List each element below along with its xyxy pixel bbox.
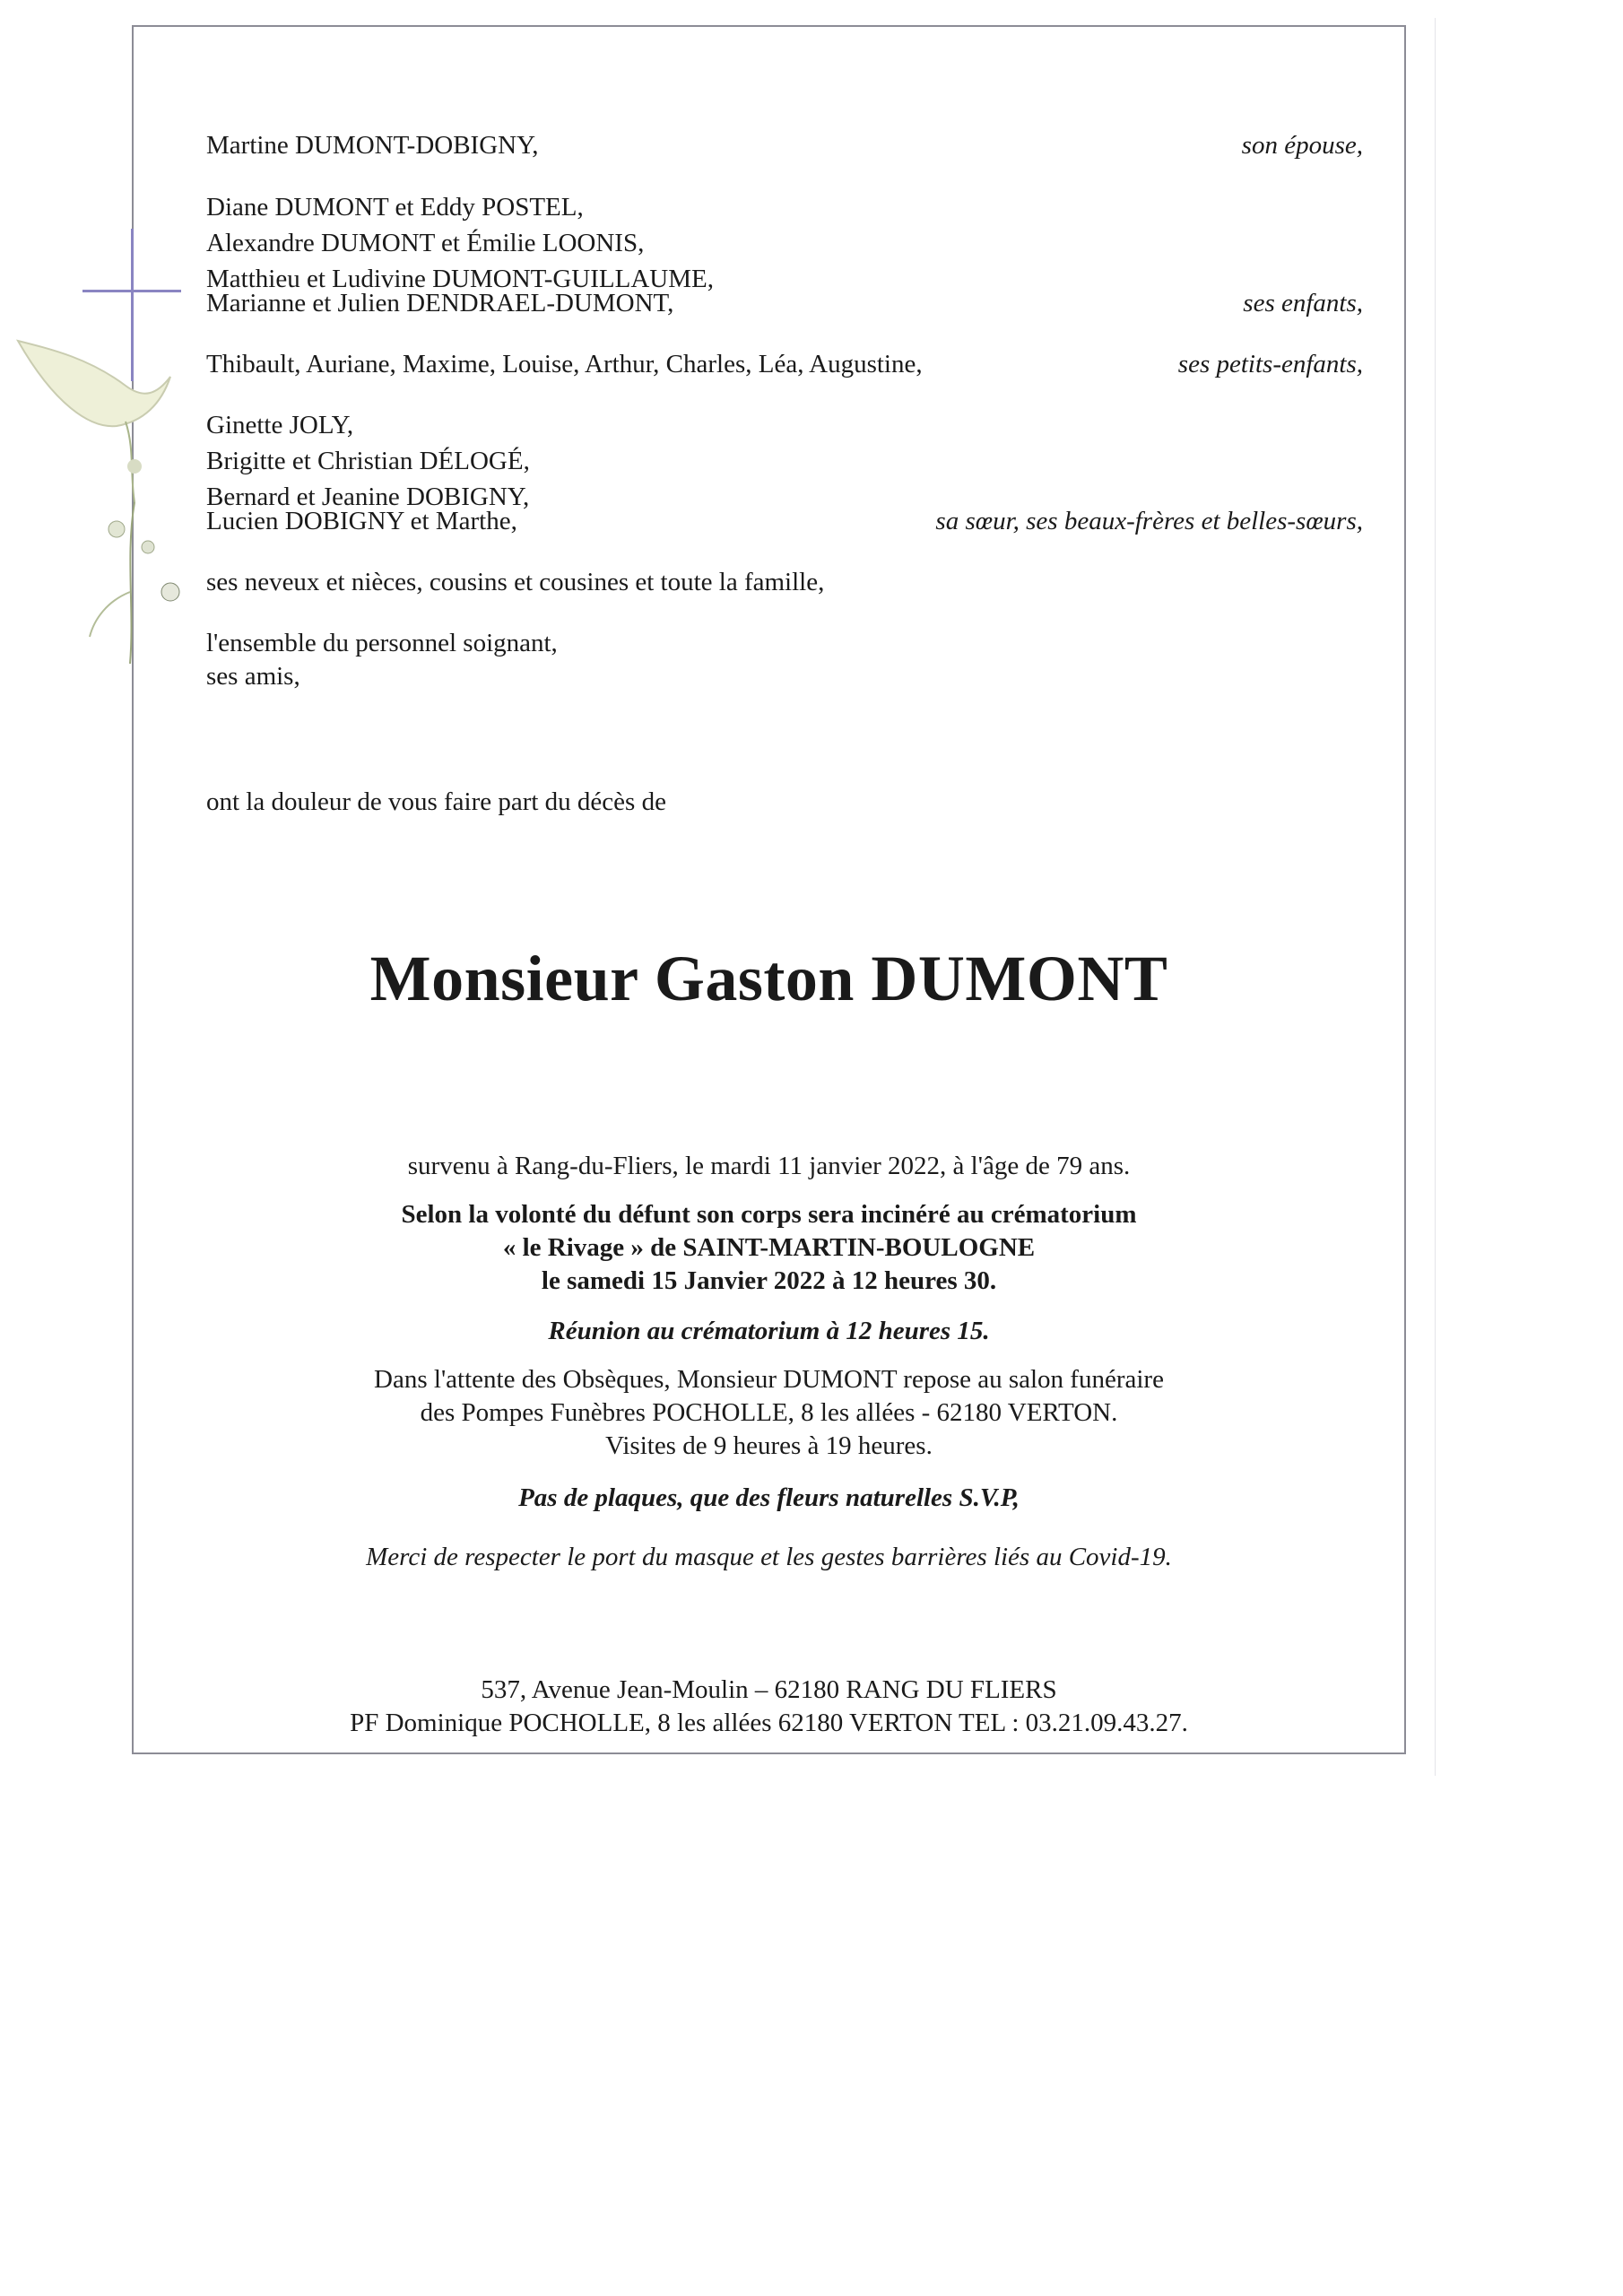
family-line: Alexandre DUMONT et Émilie LOONIS, xyxy=(206,229,645,257)
family-line: Thibault, Auriane, Maxime, Louise, Arthur, Charles, Léa, Augustine, xyxy=(206,350,923,378)
funeral-home-line: Dans l'attente des Obsèques, Monsieur DUMONT repose au salon funéraire xyxy=(374,1365,1164,1394)
family-line: ses amis, xyxy=(206,662,300,691)
footer-contact: PF Dominique POCHOLLE, 8 les allées 62180 VERTON TEL : 03.21.09.43.27. xyxy=(350,1709,1188,1737)
funeral-home-line: Visites de 9 heures à 19 heures. xyxy=(605,1431,933,1460)
family-line: Marianne et Julien DENDRAEL-DUMONT, xyxy=(206,289,674,317)
cremation-line: le samedi 15 Janvier 2022 à 12 heures 30. xyxy=(541,1266,997,1295)
covid-note: Merci de respecter le port du masque et les gestes barrières liés au Covid-19. xyxy=(366,1543,1172,1571)
death-info: survenu à Rang-du-Fliers, le mardi 11 janvier 2022, à l'âge de 79 ans. xyxy=(407,1152,1131,1180)
family-line: Martine DUMONT-DOBIGNY, xyxy=(206,131,539,160)
dove-flower-icon xyxy=(0,323,197,682)
family-role: ses enfants, xyxy=(1243,289,1363,317)
family-line: Matthieu et Ludivine DUMONT-GUILLAUME, xyxy=(206,265,714,293)
announcement: ont la douleur de vous faire part du décès de xyxy=(206,787,666,816)
family-role: son épouse, xyxy=(1241,131,1363,160)
family-line: l'ensemble du personnel soignant, xyxy=(206,629,558,657)
cross-bar xyxy=(82,290,181,292)
family-line: Diane DUMONT et Eddy POSTEL, xyxy=(206,193,584,222)
family-line: ses neveux et nièces, cousins et cousines et toute la famille, xyxy=(206,568,825,596)
cremation-line: « le Rivage » de SAINT-MARTIN-BOULOGNE xyxy=(502,1233,1036,1262)
family-role: sa sœur, ses beaux-frères et belles-sœurs, xyxy=(935,507,1363,535)
reunion-info: Réunion au crématorium à 12 heures 15. xyxy=(548,1317,990,1345)
family-line: Lucien DOBIGNY et Marthe, xyxy=(206,507,517,535)
scan-edge-line xyxy=(1435,18,1436,1776)
family-role: ses petits-enfants, xyxy=(1177,350,1363,378)
deceased-name: Monsieur Gaston DUMONT xyxy=(369,943,1168,1014)
footer-address: 537, Avenue Jean-Moulin – 62180 RANG DU FLIERS xyxy=(481,1675,1057,1704)
family-line: Ginette JOLY, xyxy=(206,411,354,439)
funeral-home-line: des Pompes Funèbres POCHOLLE, 8 les allées - 62180 VERTON. xyxy=(420,1398,1118,1427)
cremation-line: Selon la volonté du défunt son corps sera incinéré au crématorium xyxy=(401,1200,1137,1229)
family-line: Brigitte et Christian DÉLOGÉ, xyxy=(206,447,530,475)
flowers-note: Pas de plaques, que des fleurs naturelles S.V.P, xyxy=(518,1483,1020,1512)
family-line: Bernard et Jeanine DOBIGNY, xyxy=(206,483,530,511)
